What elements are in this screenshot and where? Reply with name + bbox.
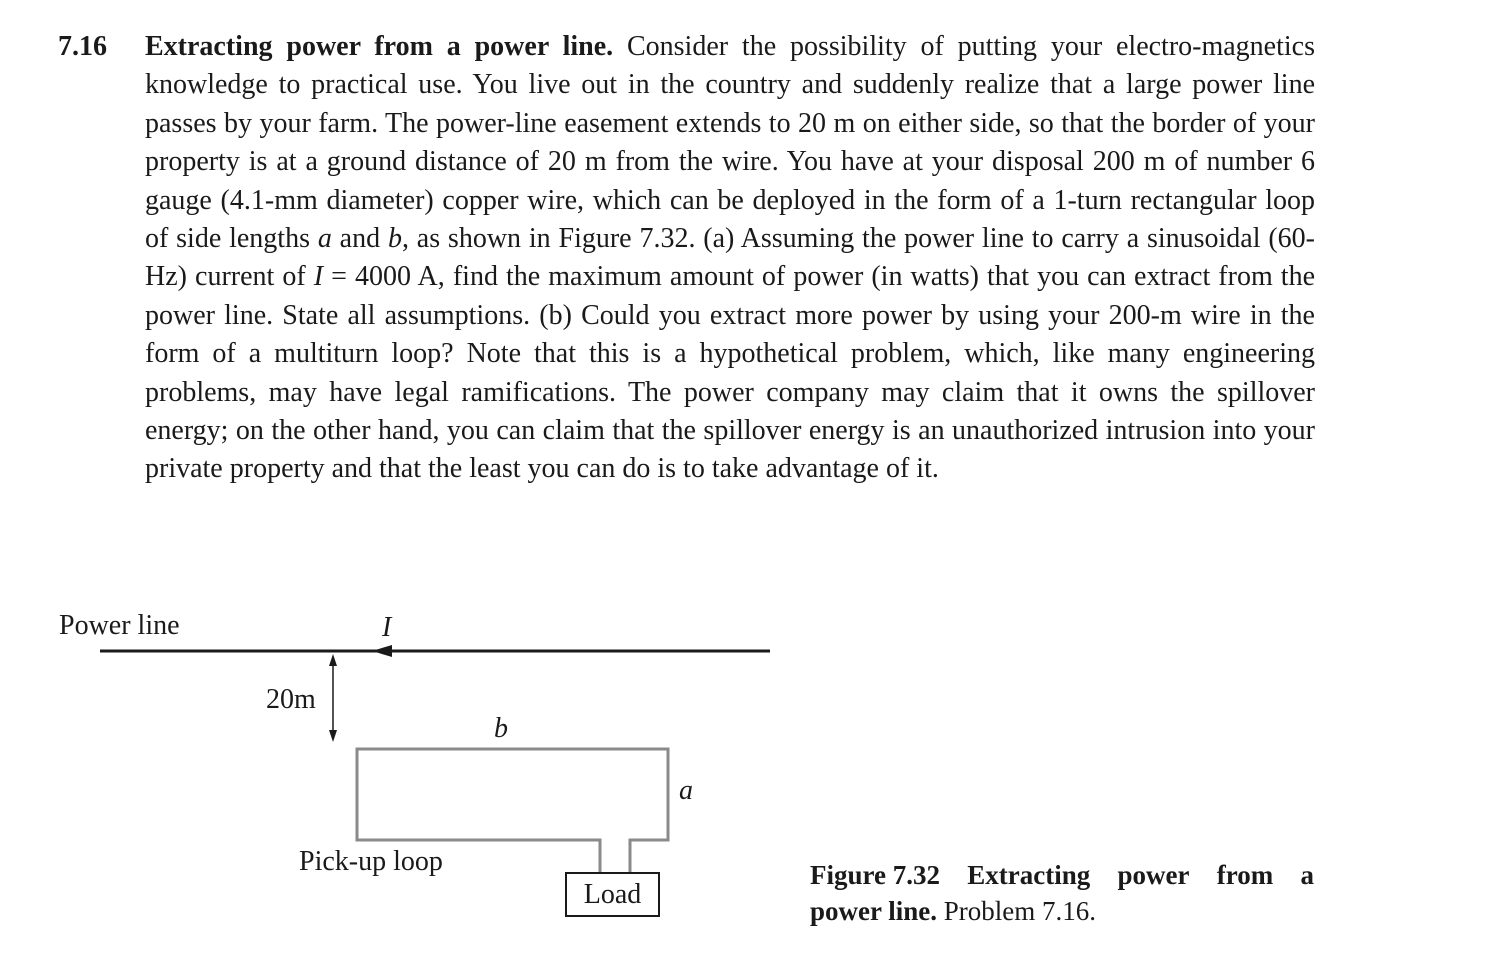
caption-word-2: power	[1117, 860, 1190, 890]
pick-up-loop-label: Pick-up loop	[299, 846, 443, 877]
side-a-label: a	[679, 775, 693, 806]
caption-line-2	[810, 893, 1314, 929]
variable-current: I	[313, 261, 324, 293]
caption-word-3: from	[1216, 860, 1274, 890]
diagram-graphics	[0, 590, 800, 950]
power-line-label: Power line	[59, 610, 180, 641]
problem-statement	[145, 28, 1315, 489]
caption-figure-number: Figure 7.32	[810, 860, 940, 890]
problem-text-and: and	[331, 223, 388, 255]
problem-title: Extracting power from a power line.	[145, 31, 614, 62]
distance-arrow-head-top	[329, 654, 337, 666]
caption-word-4: a	[1300, 860, 1314, 890]
caption-word-5: power line.	[810, 896, 937, 926]
current-arrow	[372, 645, 392, 657]
figure-caption	[810, 857, 1314, 929]
problem-number: 7.16	[58, 31, 107, 62]
problem-text-part-3: = 4000 A, find the maximum amount of power (in watts) that you can extract from the power line. State all assumptions. (b) Could you extract more power by using your 200-m wire in the form of a multiturn loop? Note that this is a hypothetical problem, which, like many engineering problems, may have legal ramifications. The power company may claim that it owns the spillover energy; on the other hand, you can claim that the spillover energy is an unauthorized intrusion into your private property and that the least you can do is to take advantage of it.	[145, 261, 1315, 485]
distance-label: 20m	[266, 684, 316, 715]
variable-b: b	[387, 223, 402, 255]
caption-reference: Problem 7.16.	[937, 896, 1096, 926]
side-b-label: b	[494, 713, 508, 744]
load-box	[565, 872, 660, 917]
caption-line-1	[810, 857, 1314, 893]
variable-a: a	[317, 223, 332, 255]
distance-arrow-head-bottom	[329, 730, 337, 742]
figure-power-line-diagram	[0, 590, 800, 950]
problem-text-part-1: Consider the possibility of putting your electro-magnetics knowledge to practical use. You live out in the country and suddenly realize that a large power line passes by your farm. The power-line easement extends to 20 m on either side, so that the border of your property is at a ground distance of 20 m from the wire. You have at your disposal 200 m of number 6 gauge (4.1-mm diameter) copper wire, which can be deployed in the form of a 1-turn rectangular loop of side lengths	[145, 31, 1315, 255]
problem-text-part-2: , as shown in Figure 7.32. (a) Assuming the power line to carry a sinusoidal (60-Hz) current of	[145, 223, 1315, 293]
load-label: Load	[583, 878, 642, 910]
current-label: I	[382, 612, 392, 643]
caption-word-1: Extracting	[967, 860, 1091, 890]
